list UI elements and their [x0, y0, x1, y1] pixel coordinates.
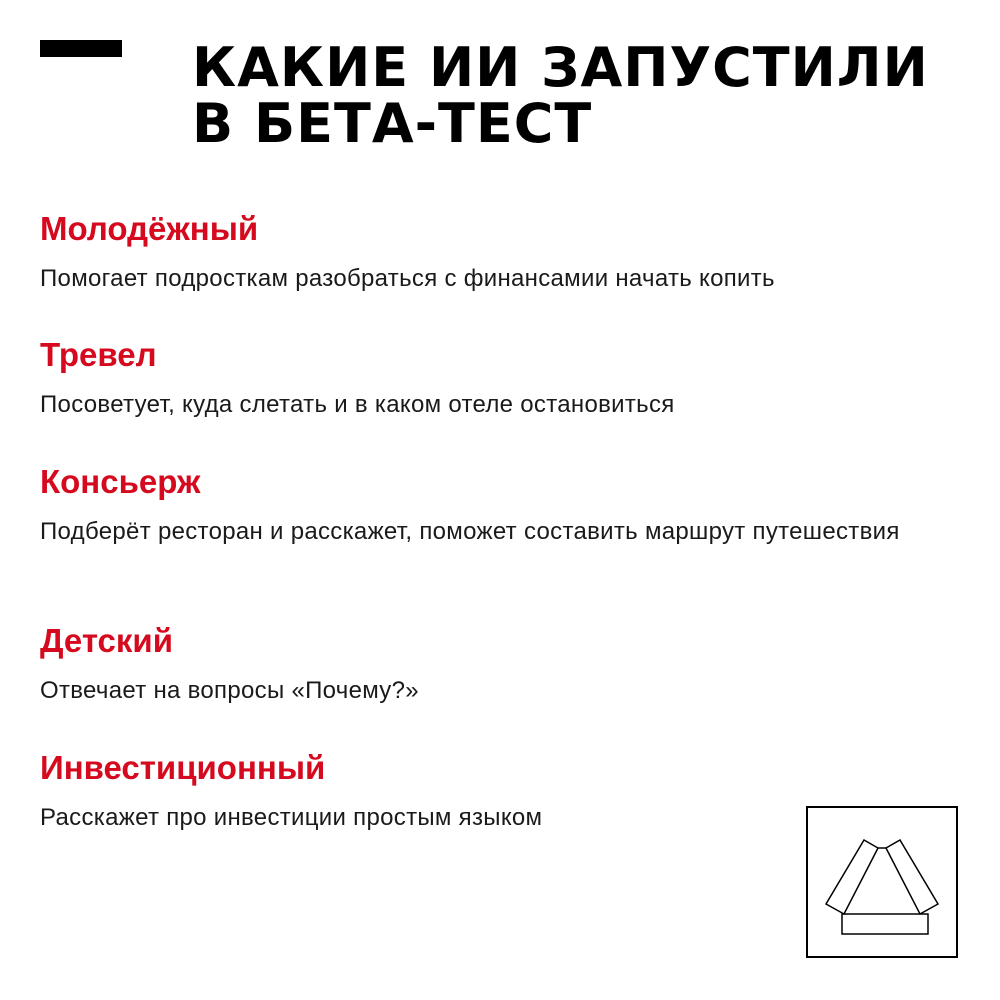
list-item [40, 210, 960, 295]
item-description: Посоветует, куда слетать и в каком отеле остановиться [40, 391, 675, 418]
item-description: Помогает подросткам разобраться с финансамии начать копить [40, 265, 775, 292]
list-item [40, 336, 960, 421]
item-description: Расскажет про инвестиции простым языком [40, 804, 543, 831]
item-name: Детский [40, 622, 173, 659]
item-name: Консьерж [40, 463, 201, 500]
item-description: Подберёт ресторан и расскажет, поможет составить маршрут путешествия [40, 518, 900, 545]
item-name: Инвестиционный [40, 749, 326, 786]
header-accent-bar [40, 40, 122, 57]
logo-box [806, 806, 958, 958]
list-item [40, 463, 960, 548]
item-name: Молодёжный [40, 210, 259, 247]
page-title-line-2: В БЕТА-ТЕСТ [192, 92, 593, 155]
list-item [40, 622, 960, 707]
item-name: Тревел [40, 336, 157, 373]
page-title-line-1: КАКИЕ ИИ ЗАПУСТИЛИ [192, 36, 929, 99]
triangle-logo-icon [808, 808, 956, 956]
item-description: Отвечает на вопросы «Почему?» [40, 677, 419, 704]
page-title [192, 36, 982, 155]
